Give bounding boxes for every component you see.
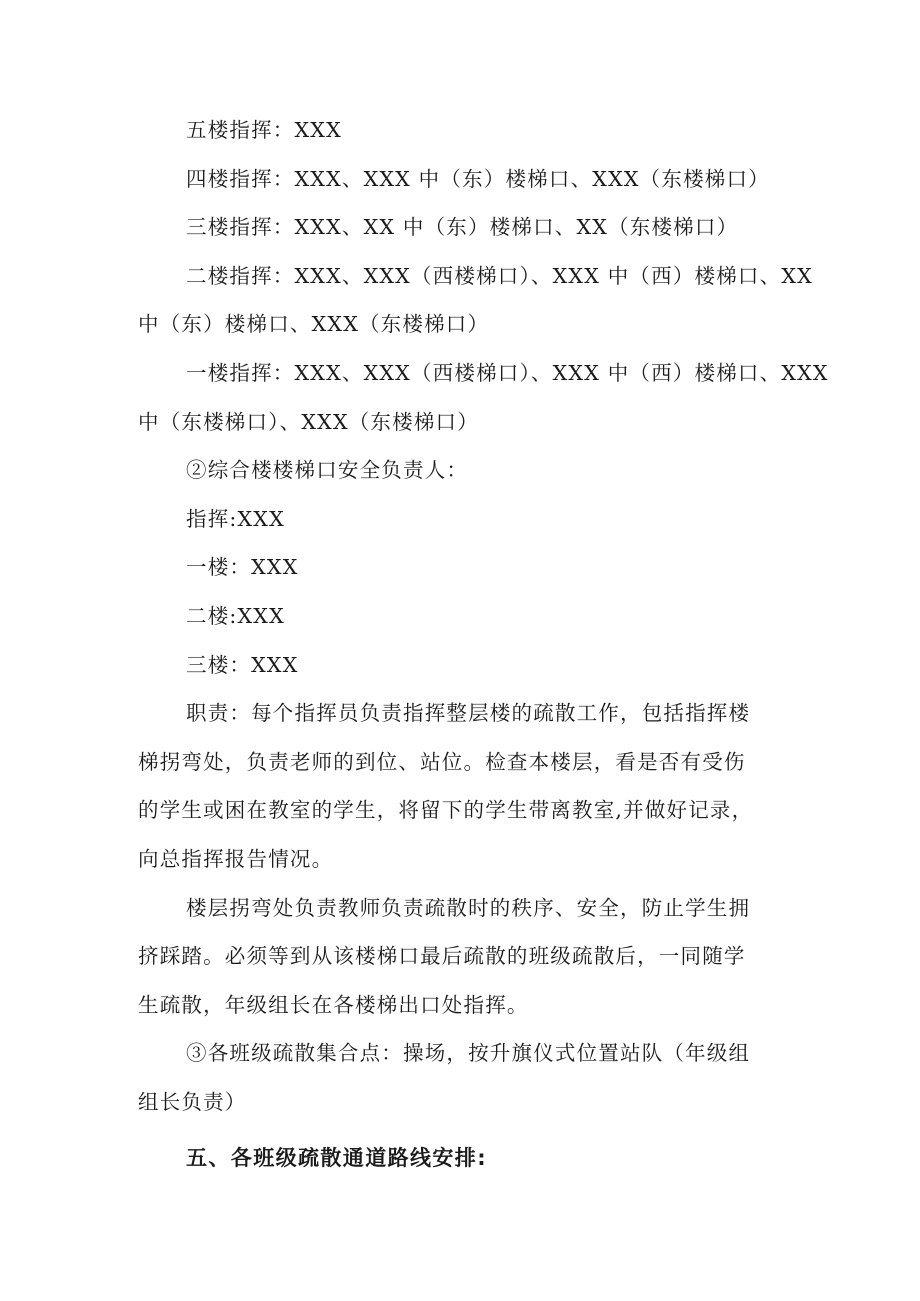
assembly-point-line-1: ③各班级疏散集合点：操场，按升旗仪式位置站队（年级组 bbox=[186, 1041, 751, 1066]
complex-third-floor: 三楼：XXX bbox=[186, 652, 299, 677]
first-floor-commander: 一楼指挥：XXX、XXX（西楼梯口）、XXX 中（西）楼梯口、XXX bbox=[186, 360, 829, 385]
complex-commander: 指挥:XXX bbox=[186, 506, 285, 531]
assembly-point-line-2: 组长负责） bbox=[138, 1089, 247, 1114]
fourth-floor-commander: 四楼指挥：XXX、XXX 中（东）楼梯口、XXX（东楼梯口） bbox=[186, 166, 770, 191]
duties-paragraph-line-1: 职责：每个指挥员负责指挥整层楼的疏散工作，包括指挥楼 bbox=[186, 701, 751, 726]
complex-building-safety-title: ②综合楼楼梯口安全负责人： bbox=[186, 458, 469, 483]
duties-paragraph-line-3: 的学生或困在教室的学生，将留下的学生带离教室,并做好记录， bbox=[138, 798, 754, 823]
corner-teacher-paragraph-line-1: 楼层拐弯处负责教师负责疏散时的秩序、安全，防止学生拥 bbox=[186, 895, 751, 920]
duties-paragraph-line-2: 梯拐弯处，负责老师的到位、站位。检查本楼层，看是否有受伤 bbox=[138, 749, 746, 774]
third-floor-commander: 三楼指挥：XXX、XX 中（东）楼梯口、XX（东楼梯口） bbox=[186, 215, 739, 240]
first-floor-commander-cont: 中（东楼梯口）、XXX（东楼梯口） bbox=[138, 409, 479, 434]
second-floor-commander-cont: 中（东）楼梯口、XXX（东楼梯口） bbox=[138, 312, 490, 337]
second-floor-commander: 二楼指挥：XXX、XXX（西楼梯口）、XXX 中（西）楼梯口、XX bbox=[186, 263, 813, 288]
corner-teacher-paragraph-line-2: 挤踩踏。必须等到从该楼梯口最后疏散的班级疏散后，一同随学 bbox=[138, 944, 746, 969]
complex-first-floor: 一楼：XXX bbox=[186, 555, 299, 580]
section-five-heading: 五、各班级疏散通道路线安排: bbox=[186, 1146, 487, 1171]
duties-paragraph-line-4: 向总指挥报告情况。 bbox=[138, 846, 334, 871]
document-page bbox=[138, 106, 829, 1183]
complex-second-floor: 二楼:XXX bbox=[186, 603, 285, 628]
corner-teacher-paragraph-line-3: 生疏散，年级组长在各楼梯出口处指挥。 bbox=[138, 992, 529, 1017]
fifth-floor-commander: 五楼指挥：XXX bbox=[186, 118, 342, 142]
